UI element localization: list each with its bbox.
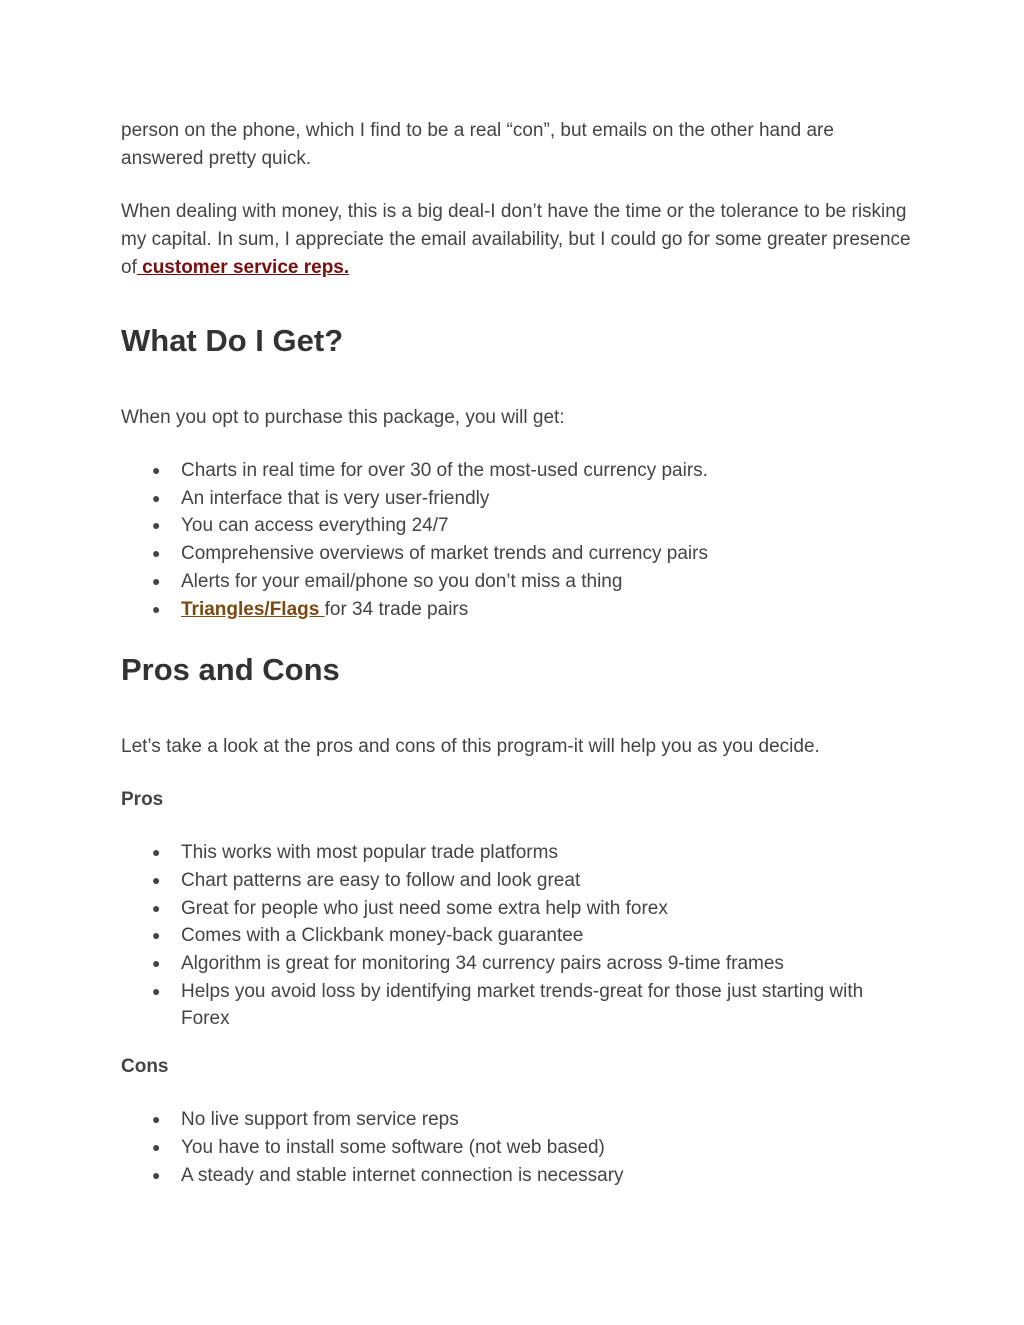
list-item-text: Comprehensive overviews of market trends and currency pairs (181, 543, 708, 565)
intro-paragraph-2 (121, 198, 911, 282)
list-item (121, 1162, 911, 1190)
list-item-text: You can access everything 24/7 (181, 515, 449, 537)
list-item-text: This works with most popular trade platforms (181, 842, 558, 864)
list-item-text: No live support from service reps (181, 1109, 459, 1131)
what-lead-paragraph: When you opt to purchase this package, you will get: (121, 407, 565, 428)
list-item (121, 1134, 911, 1162)
bullet-icon: ● (152, 489, 161, 506)
list-item-text: for 34 trade pairs (324, 598, 469, 620)
list-item-text: Charts in real time for over 30 of the most-used currency pairs. (181, 460, 708, 481)
pros-subheading: Pros (121, 789, 164, 811)
bullet-icon: ● (152, 1111, 161, 1128)
bullet-icon: ● (152, 572, 161, 589)
cons-subheading: Cons (121, 1056, 169, 1078)
list-item-text: You have to install some software (not web based) (181, 1136, 605, 1158)
bullet-icon: ● (152, 517, 161, 534)
list-item-text: Chart patterns are easy to follow and look great (181, 869, 581, 891)
bullet-icon: ● (152, 1166, 161, 1183)
pros-list (121, 839, 911, 1033)
list-item (121, 1106, 911, 1134)
list-item (121, 950, 911, 978)
list-item-text: Great for people who just need some extra help with forex (181, 897, 668, 919)
list-item-text: A steady and stable internet connection is necessary (181, 1164, 624, 1186)
cons-list (121, 1106, 911, 1189)
list-item (121, 922, 911, 950)
list-item (121, 895, 911, 923)
bullet-icon: ● (152, 927, 161, 944)
triangles-flags-link[interactable]: Triangles/Flags (181, 598, 325, 620)
list-item (121, 596, 911, 624)
bullet-icon: ● (152, 600, 161, 617)
list-item (121, 978, 911, 1033)
bullet-icon: ● (152, 545, 161, 562)
list-item (121, 867, 911, 895)
bullet-icon: ● (152, 955, 161, 972)
list-item-text: Alerts for your email/phone so you don’t miss a thing (181, 570, 623, 592)
intro-paragraph-2-text: When dealing with money, this is a big deal-I don’t have the time or the tolerance to be risking my capital. In sum, I appreciate the email availability, but I could go for some greater presence of (121, 201, 911, 278)
document-page (121, 117, 911, 1189)
list-item (121, 568, 911, 596)
list-item (121, 512, 911, 540)
bullet-icon: ● (152, 462, 161, 478)
pros-and-cons-heading: Pros and Cons (121, 652, 340, 688)
list-item (121, 485, 911, 513)
customer-service-reps-link[interactable]: customer service reps. (136, 257, 350, 278)
list-item (121, 540, 911, 568)
list-item (121, 457, 911, 485)
bullet-icon: ● (152, 871, 161, 888)
intro-paragraph-1: person on the phone, which I find to be a real “con”, but emails on the other hand are answered pretty quick. (121, 120, 834, 169)
pros-cons-lead-paragraph: Let’s take a look at the pros and cons of this program-it will help you as you decide. (121, 736, 820, 758)
list-item-text: Helps you avoid loss by identifying market trends-great for those just starting with Forex (181, 980, 864, 1030)
list-item (121, 839, 911, 867)
what-you-get-list (121, 457, 911, 623)
list-item-text: Algorithm is great for monitoring 34 currency pairs across 9-time frames (181, 953, 784, 975)
bullet-icon: ● (152, 844, 161, 861)
list-item-text: An interface that is very user-friendly (181, 487, 490, 509)
list-item-text: Comes with a Clickbank money-back guarantee (181, 925, 584, 947)
bullet-icon: ● (152, 899, 161, 916)
what-do-i-get-heading: What Do I Get? (121, 323, 344, 358)
bullet-icon: ● (152, 982, 161, 999)
bullet-icon: ● (152, 1138, 161, 1155)
